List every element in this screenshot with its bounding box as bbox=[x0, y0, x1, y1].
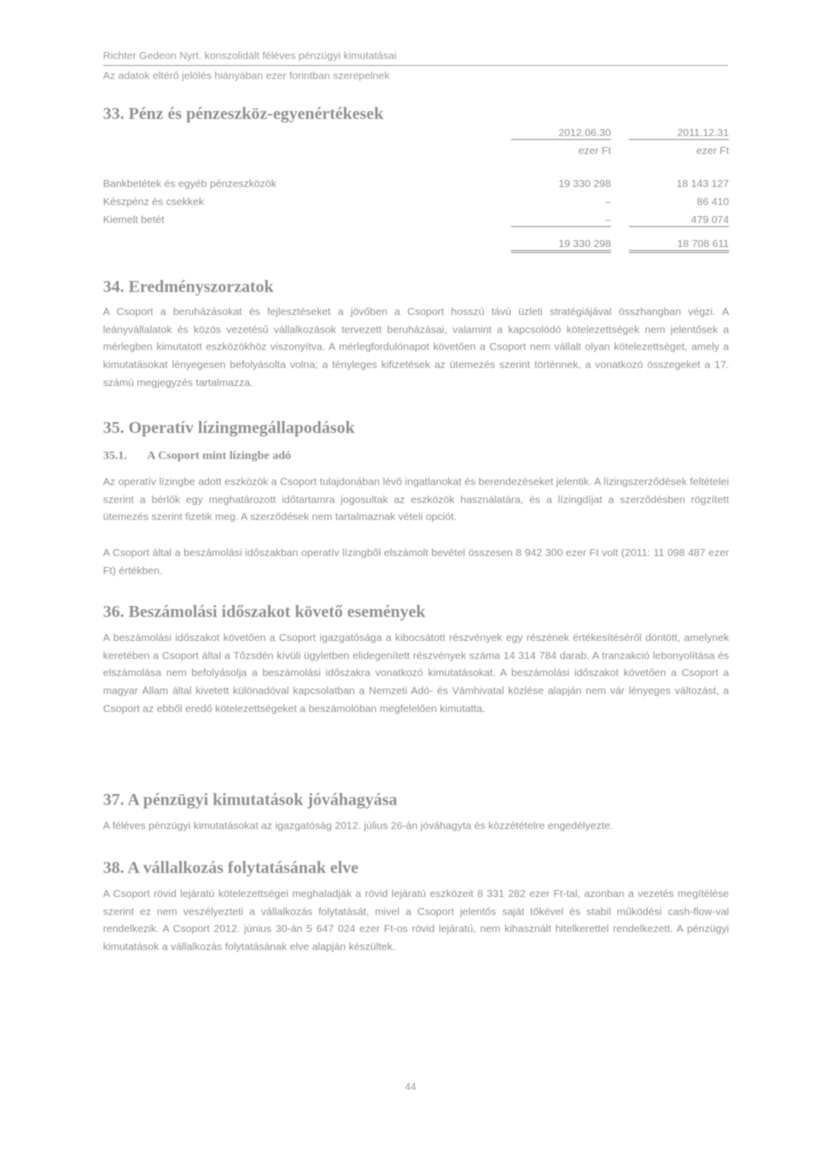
row-label: Készpénz és csekkek bbox=[103, 196, 204, 208]
total-value-2: 18 708 611 bbox=[629, 238, 729, 253]
section-34-body: A Csoport a beruházásokat és fejlesztéseket a jövőben a Csoport hosszú távú üzleti stratégiájával összhangban végzi. A leányvállalatok és közös vezetésű vállalkozások tervezett beruházásai, valamint a kapcsolódó kötelezettségek nem jelentősek a mérlegben kimutatott eszközökhöz viszonyítva. A mérlegfordulónapot követően a Csoport nem vállalt olyan kötelezettséget, amely a kimutatásokat lényegesen befolyásolta volna; a tényleges kifizetések az ütemezés szerint történnek, a vonatkozó összegeket a 17. számú megjegyzés tartalmazza. bbox=[103, 306, 729, 389]
row-value-2: 479 074 bbox=[629, 214, 729, 227]
row-label: Kiemelt betét bbox=[103, 214, 165, 226]
section-34-title: 34. Eredményszorzatok bbox=[103, 277, 274, 296]
col2-date: 2011.12.31 bbox=[629, 127, 729, 140]
section-35-title: 35. Operatív lízingmegállapodások bbox=[103, 418, 355, 437]
subsection-number: 35.1. bbox=[103, 448, 127, 462]
cash-table bbox=[103, 127, 729, 262]
table-row bbox=[103, 214, 729, 228]
section-33-title: 33. Pénz és pénzeszköz-egyenértékesek bbox=[103, 104, 384, 123]
running-header: Richter Gedeon Nyrt. konszolidált féléves pénzügyi kimutatásai bbox=[103, 50, 728, 66]
table-row bbox=[103, 196, 729, 210]
section-35-body-2: A Csoport által a beszámolási időszakban operatív lízingből elszámolt bevétel összesen 8 942 300 ezer Ft volt (2011: 11 098 487 ezer Ft) értékben. bbox=[103, 547, 729, 577]
section-36-title: 36. Beszámolási időszakot követő események bbox=[103, 602, 426, 621]
row-value-1: 19 330 298 bbox=[558, 178, 611, 190]
section-38-title: 38. A vállalkozás folytatásának elve bbox=[103, 858, 359, 877]
row-value-1: – bbox=[511, 214, 611, 227]
table-total-row bbox=[103, 238, 729, 252]
section-35-1-heading bbox=[103, 448, 291, 463]
section-37-title: 37. A pénzügyi kimutatások jóváhagyása bbox=[103, 790, 398, 809]
section-35-body-1: Az operatív lízingbe adott eszközök a Csoport tulajdonában lévő ingatlanokat és berendezéseket jelentik. A lízingszerződések feltételei szerint a bérlők egy meghatározott időtartamra jogosultak az eszközök használatára, és a lízingdíjat a szerződésben rögzített ütemezés szerint fizetik meg. A szerződések nem tartalmaznak vételi opciót. bbox=[103, 476, 729, 524]
row-value-2: 18 143 127 bbox=[676, 178, 729, 190]
col2-unit: ezer Ft bbox=[696, 145, 729, 157]
table-row bbox=[103, 178, 729, 192]
section-37-body: A féléves pénzügyi kimutatásokat az igazgatóság 2012. július 26-án jóváhagyta és közzétételre engedélyezte. bbox=[103, 820, 614, 832]
section-38-body: A Csoport rövid lejáratú kötelezettségei meghaladják a rövid lejáratú eszközeit 8 331 282 ezer Ft-tal, azonban a vezetés megítélése szerint ez nem veszélyezteti a vállalkozás folytatását, mivel a Csoport jelentős saját tőkével és stabil működési cash-flow-val rendelkezik. A Csoport 2012. június 30-án 5 647 024 ezer Ft-os rövid lejáratú, nem kihasznált hitelkerettel rendelkezett. A pénzügyi kimutatások a vállalkozás folytatásának elve alapján készültek. bbox=[103, 888, 729, 954]
row-value-2: 86 410 bbox=[696, 196, 729, 208]
subsection-title: A Csoport mint lízingbe adó bbox=[147, 448, 292, 462]
col1-date: 2012.06.30 bbox=[511, 127, 611, 140]
page-number: 44 bbox=[405, 1082, 417, 1093]
total-value-1: 19 330 298 bbox=[511, 238, 611, 253]
running-subheader: Az adatok eltérő jelölés hiányában ezer forintban szerepelnek bbox=[103, 70, 390, 82]
section-36-body: A beszámolási időszakot követően a Csoport igazgatósága a kibocsátott részvények egy részének értékesítéséről döntött, amelynek keretében a Csoport által a Tőzsdén kívüli ügyletben elidegenített részvények száma 14 314 784 darab. A tranzakció lebonyolítása és elszámolása nem befolyásolja a beszámolási időszakra vonatkozó kimutatásokat. A beszámolási időszakot követően a Csoport a magyar Állam által kivetett különadóval kapcsolatban a Nemzeti Adó- és Vámhivatal közlése alapján nem vár lényeges változást, a Csoport az ebből eredő kötelezettségeket a beszámolóban megfelelően kimutatta. bbox=[103, 632, 729, 715]
col1-unit: ezer Ft bbox=[578, 145, 611, 157]
row-label: Bankbetétek és egyéb pénzeszközök bbox=[103, 178, 277, 190]
row-value-1: – bbox=[605, 196, 611, 208]
